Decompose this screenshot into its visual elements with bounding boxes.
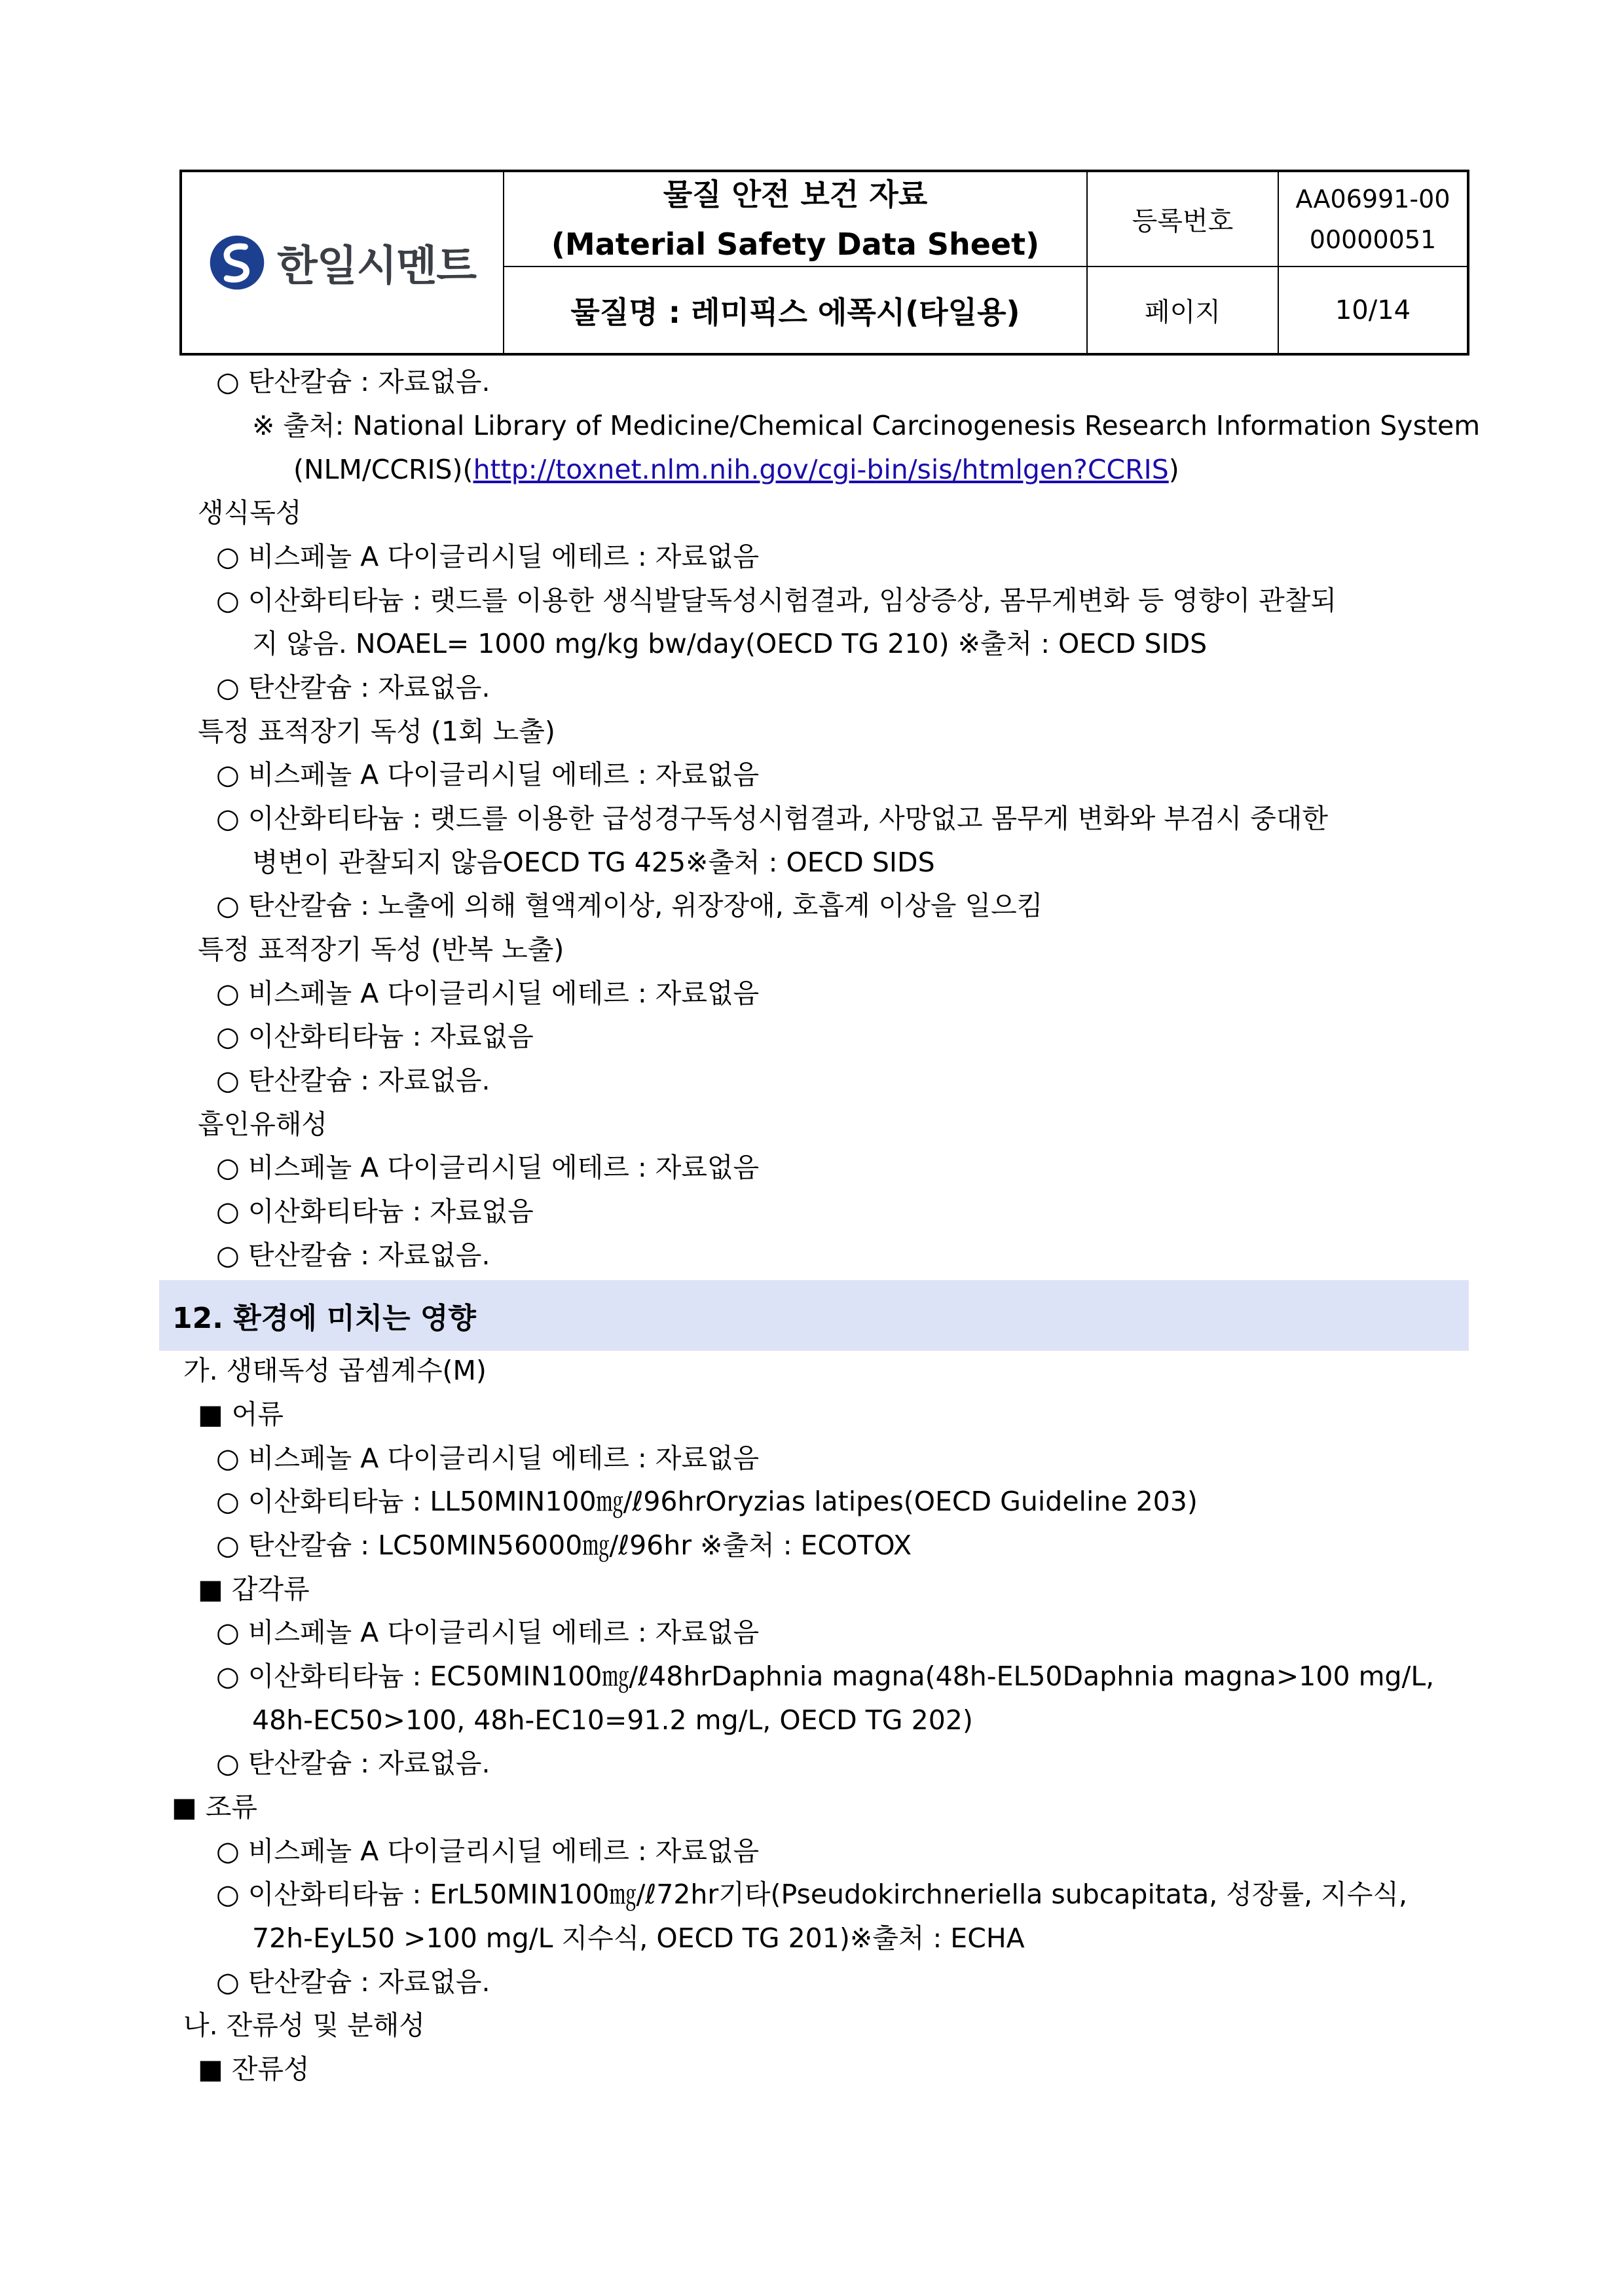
text-line: ○ 탄산칼슘 : 자료없음. [216,366,490,397]
subsection-heading: 특정 표적장기 독성 (반복 노출) [198,934,564,965]
text-line: ○ 비스페놀 A 다이글리시딜 에테르 : 자료없음 [216,1835,760,1867]
subsection-heading: 나. 잔류성 및 분해성 [183,2010,425,2041]
text-line: 지 않음. NOAEL= 1000 mg/kg bw/day(OECD TG 210) ※출처 : OECD SIDS [252,628,1208,659]
company-logo-mark-icon [209,234,265,291]
page-number: 10/14 [1335,295,1411,325]
text-line: ○ 이산화티타늄 : ErL50MIN100㎎/ℓ72hr기타(Pseudokirchneriella subcapitata, 성장률, 지수식, [216,1879,1408,1910]
source-url-suffix: ) [1168,454,1179,485]
text-line: ○ 탄산칼슘 : LC50MIN56000㎎/ℓ96hr ※출처 : ECOTOX [216,1530,912,1561]
company-name: 한일시멘트 [276,242,477,291]
text-line: ○ 비스페놀 A 다이글리시딜 에테르 : 자료없음 [216,541,760,572]
category-heading: ■ 갑각류 [198,1573,310,1605]
text-line: ○ 이산화티타늄 : 자료없음 [216,1021,534,1052]
subsection-heading: 생식독성 [198,497,302,528]
material-name: 물질명 : 레미픽스 에폭시(타일용) [570,294,1020,330]
text-line: ○ 이산화티타늄 : 랫드를 이용한 생식발달독성시험결과, 임상증상, 몸무게변화 등 영향이 관찰되 [216,585,1337,616]
text-line: ○ 이산화티타늄 : 자료없음 [216,1196,534,1227]
company-logo [182,172,503,353]
page-label: 페이지 [1145,297,1221,327]
subsection-heading: 가. 생태독성 곱셈계수(M) [183,1355,487,1386]
text-line: ○ 비스페놀 A 다이글리시딜 에테르 : 자료없음 [216,1617,760,1648]
document-title-english: (Material Safety Data Sheet) [551,226,1040,262]
registration-number-line1: AA06991-00 [1295,184,1450,213]
source-url-prefix: (NLM/CCRIS)( [293,454,473,485]
text-line: ○ 탄산칼슘 : 자료없음. [216,1966,490,1998]
text-line: ○ 이산화티타늄 : 랫드를 이용한 급성경구독성시험결과, 사망없고 몸무게 변화와 부검시 중대한 [216,803,1328,834]
registration-number [1279,172,1467,266]
category-heading: ■ 조류 [172,1791,257,1823]
text-line: 72h-EyL50 >100 mg/L 지수식, OECD TG 201)※출처 : ECHA [252,1922,1025,1954]
text-line: ○ 비스페놀 A 다이글리시딜 에테르 : 자료없음 [216,759,760,790]
document-header-table [179,170,1469,356]
source-url-link[interactable]: http://toxnet.nlm.nih.gov/cgi-bin/sis/htmlgen?CCRIS [473,454,1169,485]
text-line: ○ 이산화티타늄 : LL50MIN100㎎/ℓ96hrOryzias latipes(OECD Guideline 203) [216,1486,1198,1517]
source-url-line [293,453,1179,486]
text-line: ○ 탄산칼슘 : 자료없음. [216,1239,490,1271]
text-line: ○ 비스페놀 A 다이글리시딜 에테르 : 자료없음 [216,1152,760,1183]
text-line: ○ 탄산칼슘 : 자료없음. [216,672,490,703]
category-heading: ■ 어류 [198,1399,284,1430]
text-line: ○ 비스페놀 A 다이글리시딜 에테르 : 자료없음 [216,1442,760,1474]
registration-label: 등록번호 [1132,206,1234,236]
text-line: ○ 탄산칼슘 : 자료없음. [216,1748,490,1779]
text-line: 48h-EC50>100, 48h-EC10=91.2 mg/L, OECD TG 202) [252,1704,973,1736]
source-note: ※ 출처: National Library of Medicine/Chemical Carcinogenesis Research Information System [252,410,1481,441]
section-heading-12: 12. 환경에 미치는 영향 [159,1280,1469,1351]
text-line: ○ 비스페놀 A 다이글리시딜 에테르 : 자료없음 [216,978,760,1009]
text-line: ○ 이산화티타늄 : EC50MIN100㎎/ℓ48hrDaphnia magna(48h-EL50Daphnia magna>100 mg/L, [216,1661,1435,1692]
registration-number-line2: 00000051 [1309,225,1437,254]
category-heading: ■ 잔류성 [198,2053,310,2085]
text-line: 병변이 관찰되지 않음OECD TG 425※출처 : OECD SIDS [252,847,935,878]
document-title-korean: 물질 안전 보건 자료 [663,176,928,212]
document-title [504,172,1086,266]
subsection-heading: 특정 표적장기 독성 (1회 노출) [198,716,555,747]
text-line: ○ 탄산칼슘 : 자료없음. [216,1065,490,1096]
subsection-heading: 흡인유해성 [198,1109,328,1140]
text-line: ○ 탄산칼슘 : 노출에 의해 혈액계이상, 위장장애, 호흡계 이상을 일으킴 [216,890,1043,921]
